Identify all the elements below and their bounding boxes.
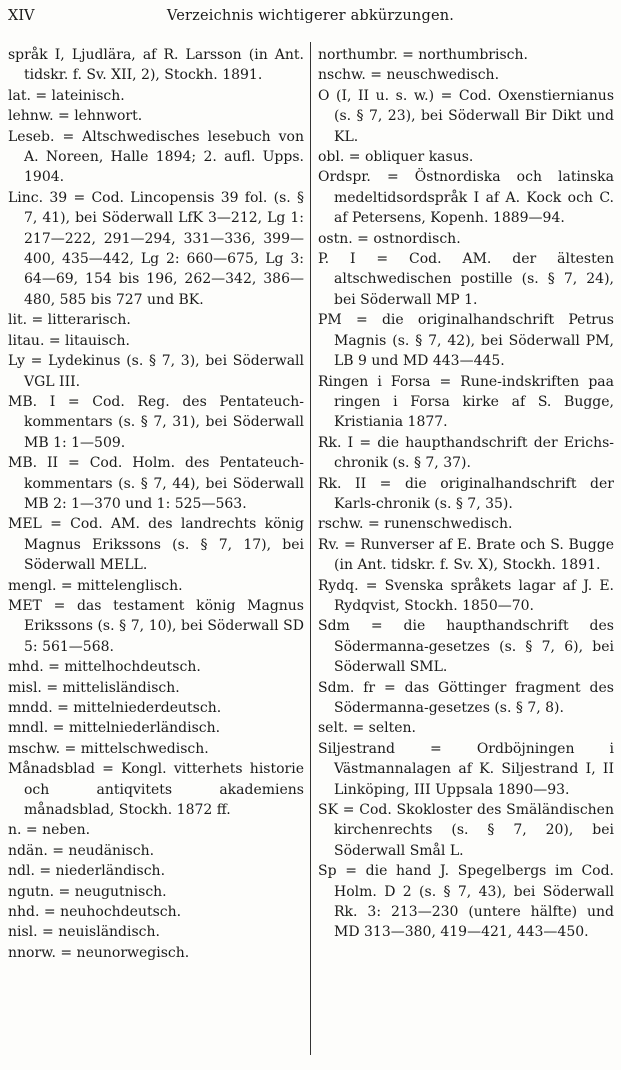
entry: Ordspr. = Östnordiska och latinska medeltidsordspråk I af A. Kock och C. af Petersens, Kopenh. 1889—94. xyxy=(318,169,614,227)
entry: P. I = Cod. AM. der ältesten altschwedischen postille (s. § 7, 24), bei Söderwall MP 1. xyxy=(318,251,614,308)
entry: ostn. = ostnordisch. xyxy=(318,230,461,247)
entry: ndl. = niederländisch. xyxy=(8,863,166,880)
entry: northumbr. = northumbrisch. xyxy=(318,47,528,63)
entry: Rk. II = die originalhandschrift der Karls-chronik (s. § 7, 35). xyxy=(318,475,614,512)
page-title: Verzeichnis wichtigerer abkürzungen. xyxy=(166,8,455,24)
entry: lit. = litterarisch. xyxy=(8,312,131,329)
entry: mengl. = mittelenglisch. xyxy=(8,577,183,594)
entry: lat. = lateinisch. xyxy=(8,87,125,104)
entry: nnorw. = neunorwegisch. xyxy=(8,944,190,961)
entry: nisl. = neuisländisch. xyxy=(8,924,160,941)
entry: MEL = Cod. AM. des landrechts könig Magnus Erikssons (s. § 7, 17), bei Söderwall MELL. xyxy=(8,516,304,574)
entry: lehnw. = lehnwort. xyxy=(8,108,143,125)
entry: Siljestrand = Ordböjningen i Västmannalagen af K. Siljestrand I, II Linköping, III Uppsala 1890—93. xyxy=(318,740,614,798)
entry: Rydq. = Svenska språkets lagar af J. E. Rydqvist, Stockh. 1850—70. xyxy=(318,577,614,614)
left-column xyxy=(8,45,304,963)
entry: Sdm. fr = das Göttinger fragment des Södermanna-gesetzes (s. § 7, 8). xyxy=(318,679,614,716)
running-header xyxy=(8,6,613,26)
entry: obl. = obliquer kasus. xyxy=(318,149,474,166)
entry: mndl. = mittelniederländisch. xyxy=(8,720,221,737)
entry: selt. = selten. xyxy=(318,720,416,737)
entry: MET = das testament könig Magnus Erikssons (s. § 7, 10), bei Söderwall SD 5: 561—568. xyxy=(8,597,304,655)
entry: mschw. = mittelschwedisch. xyxy=(8,740,209,757)
entry: Linc. 39 = Cod. Lincopensis 39 fol. (s. § 7, 41), bei Söderwall LfK 3—212, Lg 1: 217—222, 291—294, 331—336, 399—400, 435—442, Lg 2: 660—675, Lg 3: 64—69, 154 bis 196, 262—342, 386—480, 585 bis 727 und BK. xyxy=(8,189,304,308)
entry: Sp = die hand J. Spegelbergs im Cod. Holm. D 2 (s. § 7, 43), bei Söderwall Rk. 3: 213—230 (untere hälfte) und MD 313—380, 419—421, 443—450. xyxy=(318,863,614,941)
right-column xyxy=(318,45,614,943)
entry: MB. II = Cod. Holm. des Pentateuch-kommentars (s. § 7, 44), bei Söderwall MB 2: 1—370 und 1: 525—563. xyxy=(8,455,304,512)
entry: Rv. = Runverser af E. Brate och S. Bugge (in Ant. tidskr. f. Sv. X), Stockh. 1891. xyxy=(318,536,614,574)
entry: O (I, II u. s. w.) = Cod. Oxenstiernianus (s. § 7, 23), bei Söderwall Bir Dikt und KL. xyxy=(318,87,614,145)
entry: rschw. = runenschwedisch. xyxy=(318,516,513,533)
entry: misl. = mittelisländisch. xyxy=(8,679,180,696)
entry: ngutn. = neugutnisch. xyxy=(8,883,167,900)
entry: Ringen i Forsa = Rune-indskriften paa ringen i Forsa kirke af S. Bugge, Kristiania 1877. xyxy=(318,373,614,431)
entry: nschw. = neuschwedisch. xyxy=(318,67,500,84)
entry: PM = die originalhandschrift Petrus Magnis (s. § 7, 42), bei Söderwall PM, LB 9 und MD 443—445. xyxy=(318,312,614,370)
entry: n. = neben. xyxy=(8,822,91,839)
entry: Ly = Lydekinus (s. § 7, 3), bei Söderwall VGL III. xyxy=(8,353,304,390)
page-number: XIV xyxy=(8,8,35,24)
entry: Månadsblad = Kongl. vitterhets historie och antiqvitets akademiens månadsblad, Stockh. 1872 ff. xyxy=(8,761,304,819)
entry: mndd. = mittelniederdeutsch. xyxy=(8,700,222,716)
entry: ndän. = neudänisch. xyxy=(8,842,155,859)
entry: nhd. = neuhochdeutsch. xyxy=(8,904,182,921)
entry: språk I, Ljudlära, af R. Larsson (in Ant. tidskr. f. Sv. XII, 2), Stockh. 1891. xyxy=(8,47,304,84)
entry: SK = Cod. Skokloster des Smäländischen kirchenrechts (s. § 7, 20), bei Söderwall Smål L. xyxy=(318,802,614,859)
entry: MB. I = Cod. Reg. des Pentateuch-kommentars (s. § 7, 31), bei Söderwall MB 1: 1—509. xyxy=(8,393,304,451)
entry: Sdm = die haupthandschrift des Södermanna-gesetzes (s. § 7, 6), bei Söderwall SML. xyxy=(318,618,614,676)
entry: Rk. I = die haupthandschrift der Erichs-chronik (s. § 7, 37). xyxy=(318,434,614,472)
entry: Leseb. = Altschwedisches lesebuch von A. Noreen, Halle 1894; 2. aufl. Upps. 1904. xyxy=(8,128,304,186)
entry: litau. = litauisch. xyxy=(8,332,130,349)
entry: mhd. = mittelhochdeutsch. xyxy=(8,659,201,676)
column-divider xyxy=(310,42,311,1055)
